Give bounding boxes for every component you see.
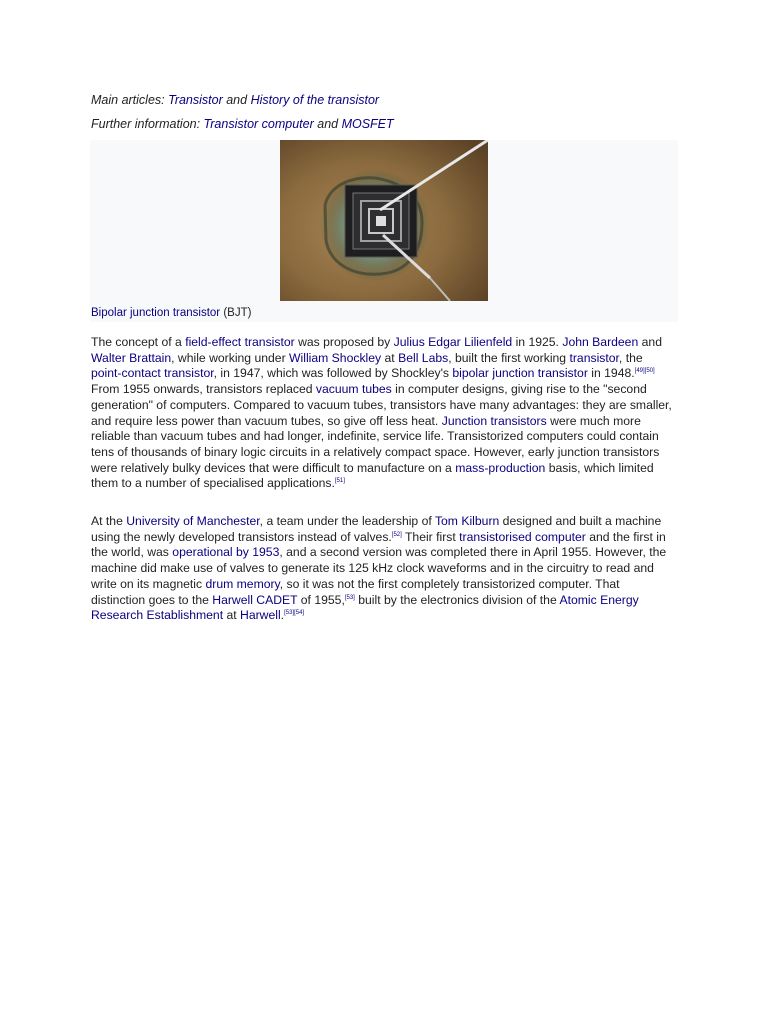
inline-link[interactable]: Walter Brattain [91, 350, 172, 365]
hatnote-prefix: Further information: [91, 117, 204, 131]
paragraph-concept [91, 335, 675, 492]
inline-link[interactable]: Julius Edgar Lilienfeld [393, 335, 513, 349]
main-articles-hatnote [91, 93, 379, 107]
paragraph-text: in 1925. [512, 335, 563, 349]
paragraph-text: At the [91, 514, 127, 528]
citation-ref [284, 610, 304, 616]
inline-link[interactable]: University of Manchester [126, 514, 260, 528]
paragraph-text: , and a second version was completed there in April 1955. However, the machine did make use of valves to generate its 125 kHz clock waveforms and in the circuitry to read and write on its magnetic [91, 545, 667, 591]
inline-link[interactable]: point-contact transistor [91, 366, 214, 381]
bjt-photo[interactable] [280, 140, 488, 301]
further-information-hatnote [91, 117, 394, 131]
paragraph-text: built by the electronics division of the [354, 592, 560, 607]
caption-suffix: (BJT) [220, 307, 252, 319]
hatnote-prefix: Main articles: [91, 93, 169, 107]
inline-link[interactable]: William Shockley [289, 350, 382, 365]
citation-ref [335, 478, 345, 484]
paragraph-text: in 1948. [587, 366, 635, 381]
link-transistor-computer[interactable]: Transistor computer [203, 117, 314, 131]
paragraph-text: Their first [401, 529, 460, 544]
citation-link[interactable]: [52] [391, 531, 402, 538]
inline-link[interactable]: Bell Labs [398, 350, 449, 365]
bjt-figure [90, 140, 678, 322]
inline-link[interactable]: operational by 1953 [172, 545, 280, 560]
link-mosfet[interactable]: MOSFET [341, 117, 394, 131]
hatnote-and: and [313, 117, 342, 131]
paragraph-text: basis, which limited them to a number of specialised applications. [91, 460, 654, 491]
inline-link[interactable]: Tom Kilburn [434, 514, 500, 528]
inline-link[interactable]: transistor [569, 350, 619, 365]
link-bipolar-junction-transistor-caption[interactable]: Bipolar junction transistor [91, 307, 221, 319]
link-history-of-the-transistor[interactable]: History of the transistor [250, 93, 380, 107]
paragraph-text: , the [618, 350, 643, 365]
inline-link[interactable]: mass-production [455, 460, 546, 475]
paragraph-text: of 1955, [297, 592, 345, 607]
bjt-photo-graphic [280, 140, 488, 301]
paragraph-text: , while working under [171, 350, 290, 365]
citation-ref [635, 368, 655, 374]
paragraph-text: . [280, 608, 285, 623]
citation-link[interactable]: [51] [334, 478, 345, 485]
paragraph-text: The concept of a [91, 335, 186, 349]
paragraph-text: in computer designs, giving rise to the "second generation" of computers. Compared to vacuum tubes, transistors have many advantages: they are smaller, and require less power than vacuum tubes, so give off less heat. [91, 382, 672, 428]
hatnote-and: and [222, 93, 251, 107]
inline-link[interactable]: bipolar junction transistor [452, 366, 588, 381]
paragraph-text: was proposed by [294, 335, 394, 349]
inline-link[interactable]: vacuum tubes [315, 382, 392, 397]
paragraph-text: and [638, 335, 662, 349]
paragraph-text: , so it was not the first completely transistorized computer. That distinction goes to the [91, 576, 620, 607]
inline-link[interactable]: field-effect transistor [185, 335, 295, 349]
inline-link[interactable]: Harwell CADET [212, 592, 298, 607]
paragraph-text: designed and built a machine using the newly developed transistors instead of valves. [91, 514, 662, 544]
paragraph-text: , a team under the leadership of [259, 514, 435, 528]
citation-ref [392, 532, 402, 538]
inline-link[interactable]: drum memory [205, 576, 280, 591]
inline-link[interactable]: transistorised computer [459, 529, 586, 544]
paragraph-text: and the first in the world, was [91, 529, 666, 560]
inline-link[interactable]: Harwell [240, 608, 281, 623]
inline-link[interactable]: Atomic Energy Research Establishment [91, 592, 639, 623]
paragraph-text: From 1955 onwards, transistors replaced [91, 382, 316, 397]
inline-link[interactable]: Junction transistors [441, 413, 547, 428]
paragraph-text: at [223, 608, 241, 623]
paragraph-manchester [91, 514, 675, 624]
citation-link[interactable]: [53][54] [284, 610, 305, 617]
inline-link[interactable]: John Bardeen [562, 335, 639, 349]
citation-ref [345, 594, 355, 600]
paragraph-text: at [381, 350, 399, 365]
link-transistor[interactable]: Transistor [168, 93, 223, 107]
figure-caption [91, 307, 251, 319]
citation-link[interactable]: [49][50] [634, 368, 655, 375]
paragraph-text: , built the first working [448, 350, 570, 365]
paragraph-text: , in 1947, which was followed by Shockley's [213, 366, 453, 381]
paragraph-text: were much more reliable than vacuum tubes and had longer, indefinite, service life. Transistorized computers could contain tens of thousands of binary logic circuits in a relatively compact space. However, early junction transistors were relatively bulky devices that were difficult to manufacture on a [91, 413, 660, 475]
citation-link[interactable]: [53] [344, 594, 355, 601]
